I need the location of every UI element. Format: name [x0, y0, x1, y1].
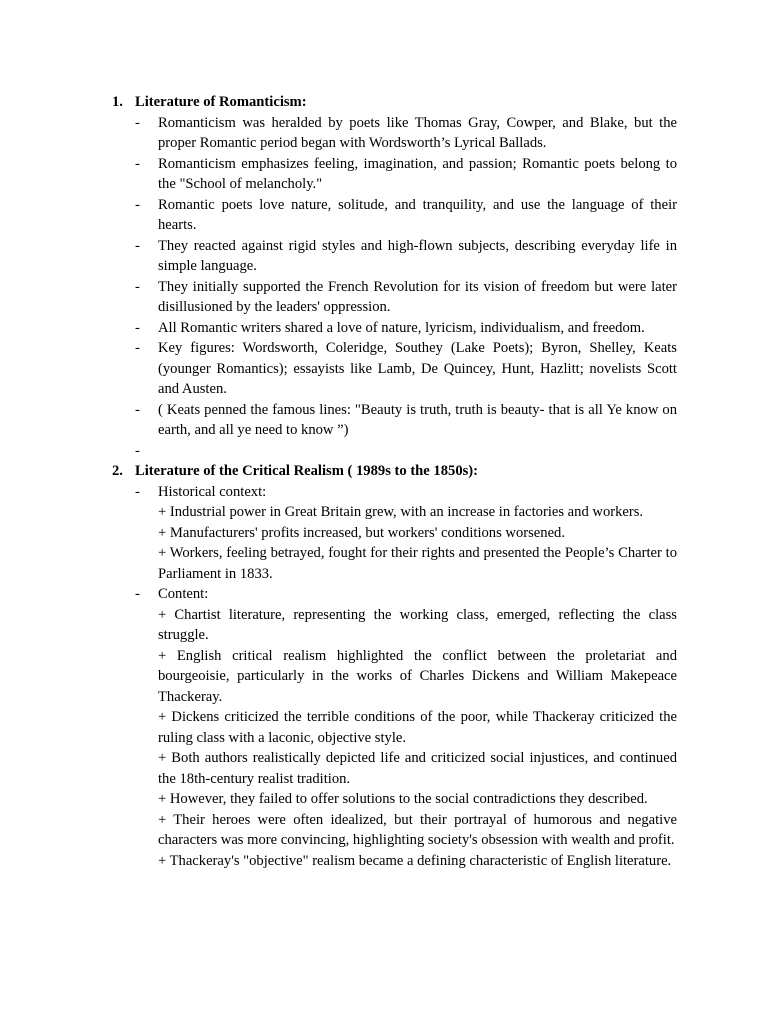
list-item-text	[158, 441, 677, 462]
list-item	[135, 277, 677, 318]
bullet-dash: -	[135, 319, 140, 336]
sub-point: + Industrial power in Great Britain grew, with an increase in factories and workers.	[158, 504, 644, 520]
list-item-content	[135, 584, 677, 871]
list-item-text: Key figures: Wordsworth, Coleridge, Southey (Lake Poets); Byron, Shelley, Keats (younger Romantics); essayists like Lamb, De Quincey, Hunt, Hazlitt; novelists Scott and Austen.	[158, 340, 677, 397]
section-romanticism	[112, 92, 677, 461]
list-item-text: Romanticism was heralded by poets like Thomas Gray, Cowper, and Blake, but the proper Romantic period began with Wordsworth’s Lyrical Ballads.	[158, 114, 677, 151]
sub-point: + English critical realism highlighted the conflict between the proletariat and bourgeoisie, particularly in the works of Charles Dickens and William Makepeace Thackeray.	[158, 647, 677, 705]
subsection-label: Historical context:	[158, 483, 267, 500]
list-item-text: All Romantic writers shared a love of nature, lyricism, individualism, and freedom.	[158, 319, 645, 336]
list-item	[135, 113, 677, 154]
section-heading	[112, 461, 677, 482]
list-item-text: Romantic poets love nature, solitude, and tranquility, and use the language of their hearts.	[158, 196, 677, 233]
list-item-text: They reacted against rigid styles and high-flown subjects, describing everyday life in simple language.	[158, 237, 677, 274]
bullet-dash: -	[135, 196, 140, 213]
list-item	[135, 236, 677, 277]
bullet-dash: -	[135, 401, 140, 418]
sub-point: + Manufacturers' profits increased, but workers' conditions worsened.	[158, 524, 566, 541]
list-item	[135, 154, 677, 195]
bullet-dash: -	[135, 483, 140, 500]
list-item-text: They initially supported the French Revolution for its vision of freedom but were later disillusioned by the leaders' oppression.	[158, 278, 677, 315]
list-item	[135, 400, 677, 441]
section-title: Literature of the Critical Realism ( 1989s to the 1850s):	[135, 463, 479, 479]
bullet-dash: -	[135, 442, 140, 459]
sub-point: + Thackeray's "objective" realism became a defining characteristic of English literature.	[158, 852, 672, 869]
bullet-dash: -	[135, 237, 140, 254]
bullet-dash: -	[135, 586, 140, 602]
sub-point: + Dickens criticized the terrible conditions of the poor, while Thackeray criticized the ruling class with a laconic, objective style.	[158, 709, 677, 746]
list-item-text: ( Keats penned the famous lines: "Beauty is truth, truth is beauty- that is all Ye know on earth, and all ye need to know ”)	[158, 401, 677, 438]
bullet-dash: -	[135, 340, 140, 356]
bullet-dash: -	[135, 155, 140, 172]
list-item	[135, 338, 677, 400]
sub-point: + However, they failed to offer solutions to the social contradictions they described.	[158, 791, 648, 807]
list-item-empty	[135, 441, 677, 462]
list-item-historical-context	[135, 482, 677, 585]
sub-point: + Chartist literature, representing the working class, emerged, reflecting the class struggle.	[158, 606, 677, 643]
list-item	[135, 318, 677, 339]
list-item	[135, 195, 677, 236]
sub-point: + Their heroes were often idealized, but their portrayal of humorous and negative characters was more convincing, highlighting society's obsession with wealth and profit.	[158, 811, 677, 848]
section-critical-realism	[112, 461, 677, 871]
bullet-dash: -	[135, 114, 140, 131]
sub-point: + Workers, feeling betrayed, fought for their rights and presented the People’s Charter to Parliament in 1833.	[158, 545, 677, 582]
section-title: Literature of Romanticism:	[135, 94, 307, 110]
section-heading	[112, 92, 677, 113]
subsection-label: Content:	[158, 586, 209, 602]
section-number: 1.	[112, 94, 123, 110]
list-item-text: Romanticism emphasizes feeling, imagination, and passion; Romantic poets belong to the "School of melancholy."	[158, 155, 677, 192]
sub-point: + Both authors realistically depicted life and criticized social injustices, and continued the 18th-century realist tradition.	[158, 750, 677, 787]
section-number: 2.	[112, 463, 123, 479]
bullet-dash: -	[135, 278, 140, 295]
